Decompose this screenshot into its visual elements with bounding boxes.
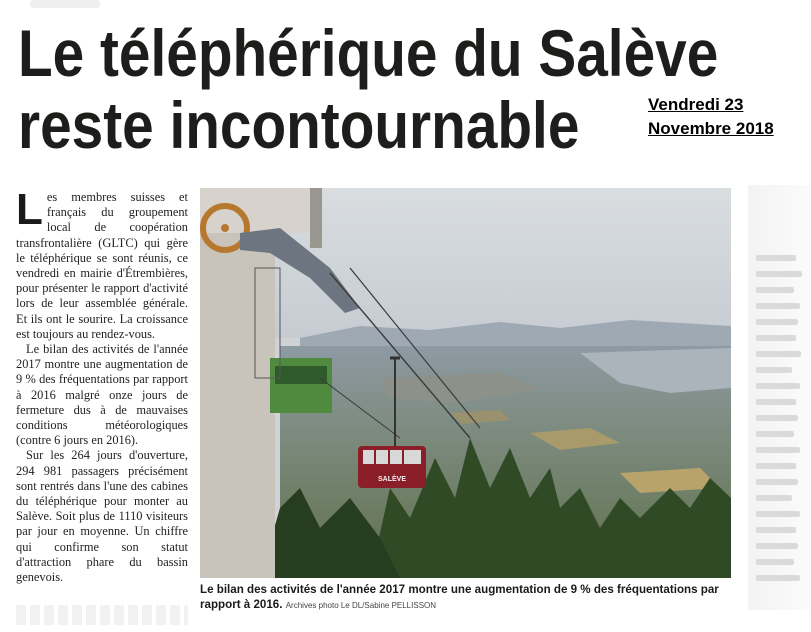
article-paragraph-2: Le bilan des activités de l'année 2017 montre une augmentation de 9 % des fréquentations par rapport à 2016 malgré onze jours de fermeture dus à de mauvaises conditions météorologiques (contre 6 jours en 2016). [16,342,188,448]
station-mast [310,188,322,248]
faded-text-bottom [16,605,188,625]
station-tower [200,228,275,578]
article-paragraph-1-text: es membres suisses et français du groupement local de coopération transfrontalière (GLTC) qui gère le téléphérique se sont réunis, ce vendredi en mairie d'Étrembières, pour présenter le rapport d'activité lors de leur assemblée générale. Et ils ont le sourire. La croissance est toujours au rendez-vous. [16,190,188,341]
drop-cap: L [16,185,43,234]
article-body [16,185,188,585]
headline-line-1: Le téléphérique du Salève [18,16,719,90]
adjacent-column-fragment [748,185,811,610]
caption-text: Le bilan des activités de l'année 2017 montre une augmentation de 9 % des fréquentations par rapport à 2016. [200,583,719,611]
article-photo [200,188,731,578]
date-line-1: Vendredi 23 [648,95,744,114]
cable-car-photo [200,188,731,578]
photo-credit: Archives photo Le DL/Sabine PELLISSON [285,601,437,610]
cabin-label: SALÈVE [377,476,407,483]
red-cabin [358,446,426,488]
article-paragraph-1 [16,185,188,342]
photo-caption [200,582,732,613]
date-line-2: Novembre 2018 [648,119,774,138]
article-paragraph-3: Sur les 264 jours d'ouverture, 294 981 passagers précisément sont rentrés dans l'une des cabines du téléphérique pour monter au Salève. Soit plus de 1110 visiteurs par jour en moyenne. Un chiffre qui confirme son statut d'attraction phare du bassin genevois. [16,448,188,585]
clipped-text-fragment [30,0,100,8]
headline-line-2: reste incontournable [18,88,580,162]
station-top [200,188,320,233]
